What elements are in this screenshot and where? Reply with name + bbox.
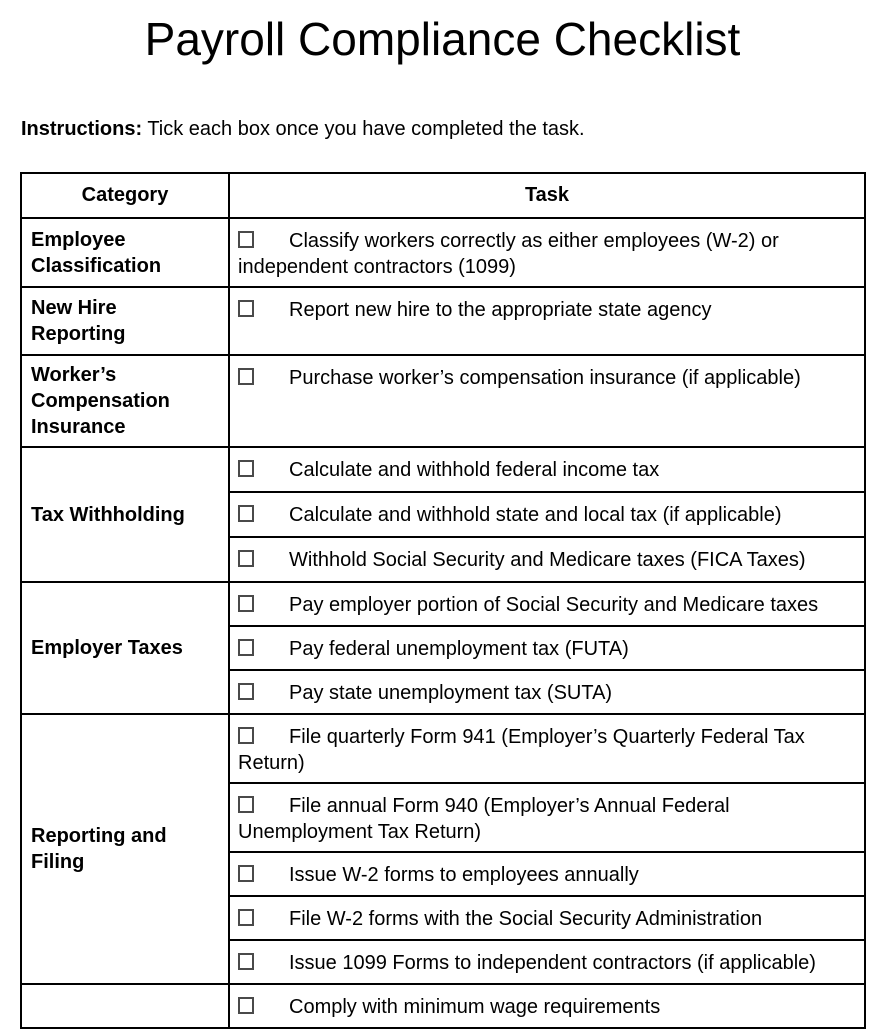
category-label: Tax Withholding	[31, 503, 185, 526]
task-cell	[229, 626, 865, 670]
task-cell	[229, 218, 865, 287]
category-label: Worker’s Compensation Insurance	[31, 364, 170, 438]
task-cell	[229, 940, 865, 984]
table-row	[21, 714, 865, 783]
task-label: Classify workers correctly as either employees (W-2) or independent contractors (1099)	[238, 230, 779, 278]
instructions	[21, 116, 885, 142]
task-cell	[229, 492, 865, 537]
task-cell	[229, 896, 865, 940]
category-cell	[21, 447, 229, 582]
task-cell	[229, 582, 865, 626]
task-checkbox[interactable]	[238, 683, 254, 700]
task-label: Calculate and withhold state and local tax (if applicable)	[289, 504, 782, 526]
instructions-label: Instructions:	[21, 118, 143, 140]
task-checkbox[interactable]	[238, 909, 254, 926]
task-cell	[229, 984, 865, 1028]
instructions-text: Tick each box once you have completed the task.	[142, 118, 585, 140]
task-checkbox[interactable]	[238, 997, 254, 1014]
task-cell	[229, 287, 865, 355]
task-label: Report new hire to the appropriate state agency	[289, 299, 712, 321]
table-row	[21, 355, 865, 447]
category-label: Reporting and Filing	[31, 825, 167, 873]
task-label: File quarterly Form 941 (Employer’s Quarterly Federal Tax Return)	[238, 726, 805, 774]
task-checkbox[interactable]	[238, 727, 254, 744]
task-checkbox[interactable]	[238, 505, 254, 522]
category-cell	[21, 984, 229, 1028]
task-cell	[229, 783, 865, 852]
category-cell	[21, 582, 229, 714]
checklist-table	[20, 172, 866, 1029]
table-row	[21, 287, 865, 355]
task-checkbox[interactable]	[238, 595, 254, 612]
task-checkbox[interactable]	[238, 550, 254, 567]
task-checkbox[interactable]	[238, 796, 254, 813]
task-cell	[229, 714, 865, 783]
category-cell	[21, 287, 229, 355]
category-label: New Hire Reporting	[31, 297, 126, 345]
task-label: Purchase worker’s compensation insurance (if applicable)	[289, 367, 801, 389]
task-label: Comply with minimum wage requirements	[289, 996, 661, 1018]
table-row	[21, 984, 865, 1028]
task-label: Calculate and withhold federal income tax	[289, 459, 660, 481]
task-cell	[229, 355, 865, 447]
category-label: Employer Taxes	[31, 637, 183, 659]
task-label: Pay employer portion of Social Security and Medicare taxes	[289, 594, 819, 616]
page-title: Payroll Compliance Checklist	[144, 13, 741, 65]
category-cell	[21, 355, 229, 447]
task-label: File annual Form 940 (Employer’s Annual Federal Unemployment Tax Return)	[238, 795, 730, 843]
task-cell	[229, 447, 865, 492]
task-cell	[229, 537, 865, 582]
task-checkbox[interactable]	[238, 460, 254, 477]
task-cell	[229, 670, 865, 714]
document-page	[0, 12, 885, 1036]
task-checkbox[interactable]	[238, 639, 254, 656]
task-checkbox[interactable]	[238, 368, 254, 385]
table-row	[21, 447, 865, 492]
task-checkbox[interactable]	[238, 300, 254, 317]
category-cell	[21, 218, 229, 287]
task-cell	[229, 852, 865, 896]
table-row	[21, 218, 865, 287]
task-label: Withhold Social Security and Medicare taxes (FICA Taxes)	[289, 549, 806, 571]
header-row	[21, 173, 865, 218]
table-row	[21, 582, 865, 626]
task-checkbox[interactable]	[238, 865, 254, 882]
task-label: Pay state unemployment tax (SUTA)	[289, 682, 613, 704]
task-checkbox[interactable]	[238, 953, 254, 970]
task-checkbox[interactable]	[238, 231, 254, 248]
task-label: Pay federal unemployment tax (FUTA)	[289, 638, 629, 660]
column-header-category: Category	[21, 173, 229, 218]
task-label: Issue W-2 forms to employees annually	[289, 864, 639, 886]
column-header-task: Task	[229, 173, 865, 218]
category-label: Employee Classification	[31, 228, 162, 277]
category-cell	[21, 714, 229, 984]
task-label: Issue 1099 Forms to independent contractors (if applicable)	[289, 952, 816, 974]
task-label: File W-2 forms with the Social Security Administration	[289, 908, 763, 930]
